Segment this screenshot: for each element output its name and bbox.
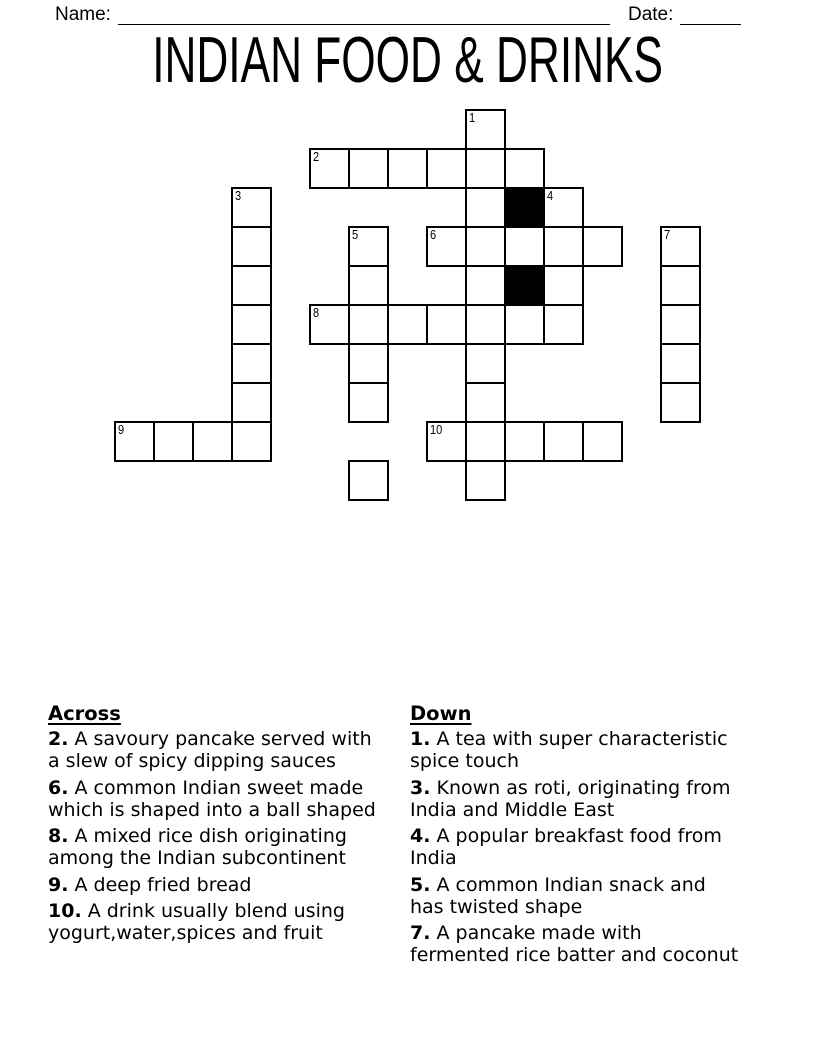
grid-cell[interactable] [387,304,428,345]
grid-cell[interactable] [465,304,506,345]
grid-cell[interactable] [465,226,506,267]
grid-cell[interactable] [543,421,584,462]
grid-cell[interactable] [504,304,545,345]
grid-cell[interactable] [348,343,389,384]
grid-cell[interactable] [660,265,701,306]
down-heading: Down [410,702,472,725]
grid-cell[interactable] [348,226,389,267]
down-clues-column [410,702,806,971]
blocked-cell [504,265,545,306]
blocked-cell [504,187,545,228]
grid-cell[interactable] [543,226,584,267]
across-clues-column [48,702,400,949]
grid-cell[interactable] [348,148,389,189]
across-clue-8: 8. A mixed rice dish originating among the Indian subcontinent [48,825,347,869]
cell-number: 8 [312,305,319,320]
cell-number: 3 [234,188,241,203]
down-clue-7: 7. A pancake made with fermented rice batter and coconut [410,922,739,966]
grid-cell[interactable] [153,421,194,462]
crossword-grid [114,109,702,502]
across-heading: Across [48,702,121,725]
grid-cell[interactable] [231,343,272,384]
grid-cell[interactable] [465,421,506,462]
grid-cell[interactable] [582,226,623,267]
grid-cell[interactable] [465,265,506,306]
grid-cell[interactable] [426,226,467,267]
grid-cell[interactable] [504,421,545,462]
grid-cell[interactable] [426,304,467,345]
grid-cell[interactable] [660,304,701,345]
clue-number: 9. [48,873,69,896]
down-clue-3: 3. Known as roti, originating from India and Middle East [410,776,731,821]
grid-cell[interactable] [465,343,506,384]
grid-cell[interactable] [231,226,272,267]
grid-cell[interactable] [465,148,506,189]
grid-cell[interactable] [465,109,506,150]
grid-cell[interactable] [660,343,701,384]
grid-cell[interactable] [114,421,155,462]
grid-cell[interactable] [348,460,389,501]
grid-cell[interactable] [231,265,272,306]
grid-cell[interactable] [543,265,584,306]
cell-number: 10 [429,422,442,437]
grid-cell[interactable] [660,226,701,267]
page-title: INDIAN FOOD & DRINKS [152,23,664,96]
cell-number: 2 [312,149,319,164]
grid-cell[interactable] [465,460,506,501]
title-wrap [0,23,816,96]
grid-cell[interactable] [348,265,389,306]
clue-number: 4. [410,825,431,847]
down-clue-4: 4. A popular breakfast food from India [410,825,722,869]
name-fill-line[interactable] [118,5,610,25]
clue-number: 1. [410,728,431,750]
grid-cell[interactable] [543,187,584,228]
across-clue-10: 10. A drink usually blend using yogurt,water,spices and fruit [48,900,345,944]
grid-cell[interactable] [231,382,272,423]
grid-cell[interactable] [465,382,506,423]
grid-cell[interactable] [426,148,467,189]
date-label: Date: [627,4,674,25]
grid-cell[interactable] [387,148,428,189]
grid-cell[interactable] [504,226,545,267]
grid-cell[interactable] [465,187,506,228]
grid-cell[interactable] [231,304,272,345]
grid-cell[interactable] [543,304,584,345]
name-date-header [55,4,741,25]
grid-cell[interactable] [231,421,272,462]
clue-number: 7. [410,922,431,944]
cell-number: 6 [429,227,436,242]
clue-number: 8. [48,825,69,847]
grid-cell[interactable] [192,421,233,462]
clue-number: 6. [48,776,69,799]
clue-number: 3. [410,776,431,799]
clue-number: 10. [48,900,82,922]
cell-number: 4 [546,188,553,203]
down-clue-list [410,728,806,966]
name-label: Name: [55,4,111,25]
across-clue-9: 9. A deep fried bread [48,873,252,896]
clue-number: 5. [410,873,431,896]
across-clue-list [48,728,400,944]
grid-cell[interactable] [309,304,350,345]
grid-cell[interactable] [582,421,623,462]
down-clue-5: 5. A common Indian snack and has twisted shape [410,873,706,918]
clue-number: 2. [48,728,69,750]
cell-number: 1 [468,110,475,125]
down-clue-1: 1. A tea with super characteristic spice touch [410,728,728,772]
grid-cell[interactable] [660,382,701,423]
grid-cell[interactable] [309,148,350,189]
date-fill-line[interactable] [680,5,741,25]
across-clue-6: 6. A common Indian sweet made which is shaped into a ball shaped [48,776,376,821]
cell-number: 9 [117,422,124,437]
grid-cell[interactable] [231,187,272,228]
cell-number: 5 [351,227,358,242]
grid-cell[interactable] [348,304,389,345]
cell-number: 7 [663,227,670,242]
grid-cell[interactable] [426,421,467,462]
grid-cell[interactable] [504,148,545,189]
grid-cell[interactable] [348,382,389,423]
across-clue-2: 2. A savoury pancake served with a slew of spicy dipping sauces [48,728,372,772]
